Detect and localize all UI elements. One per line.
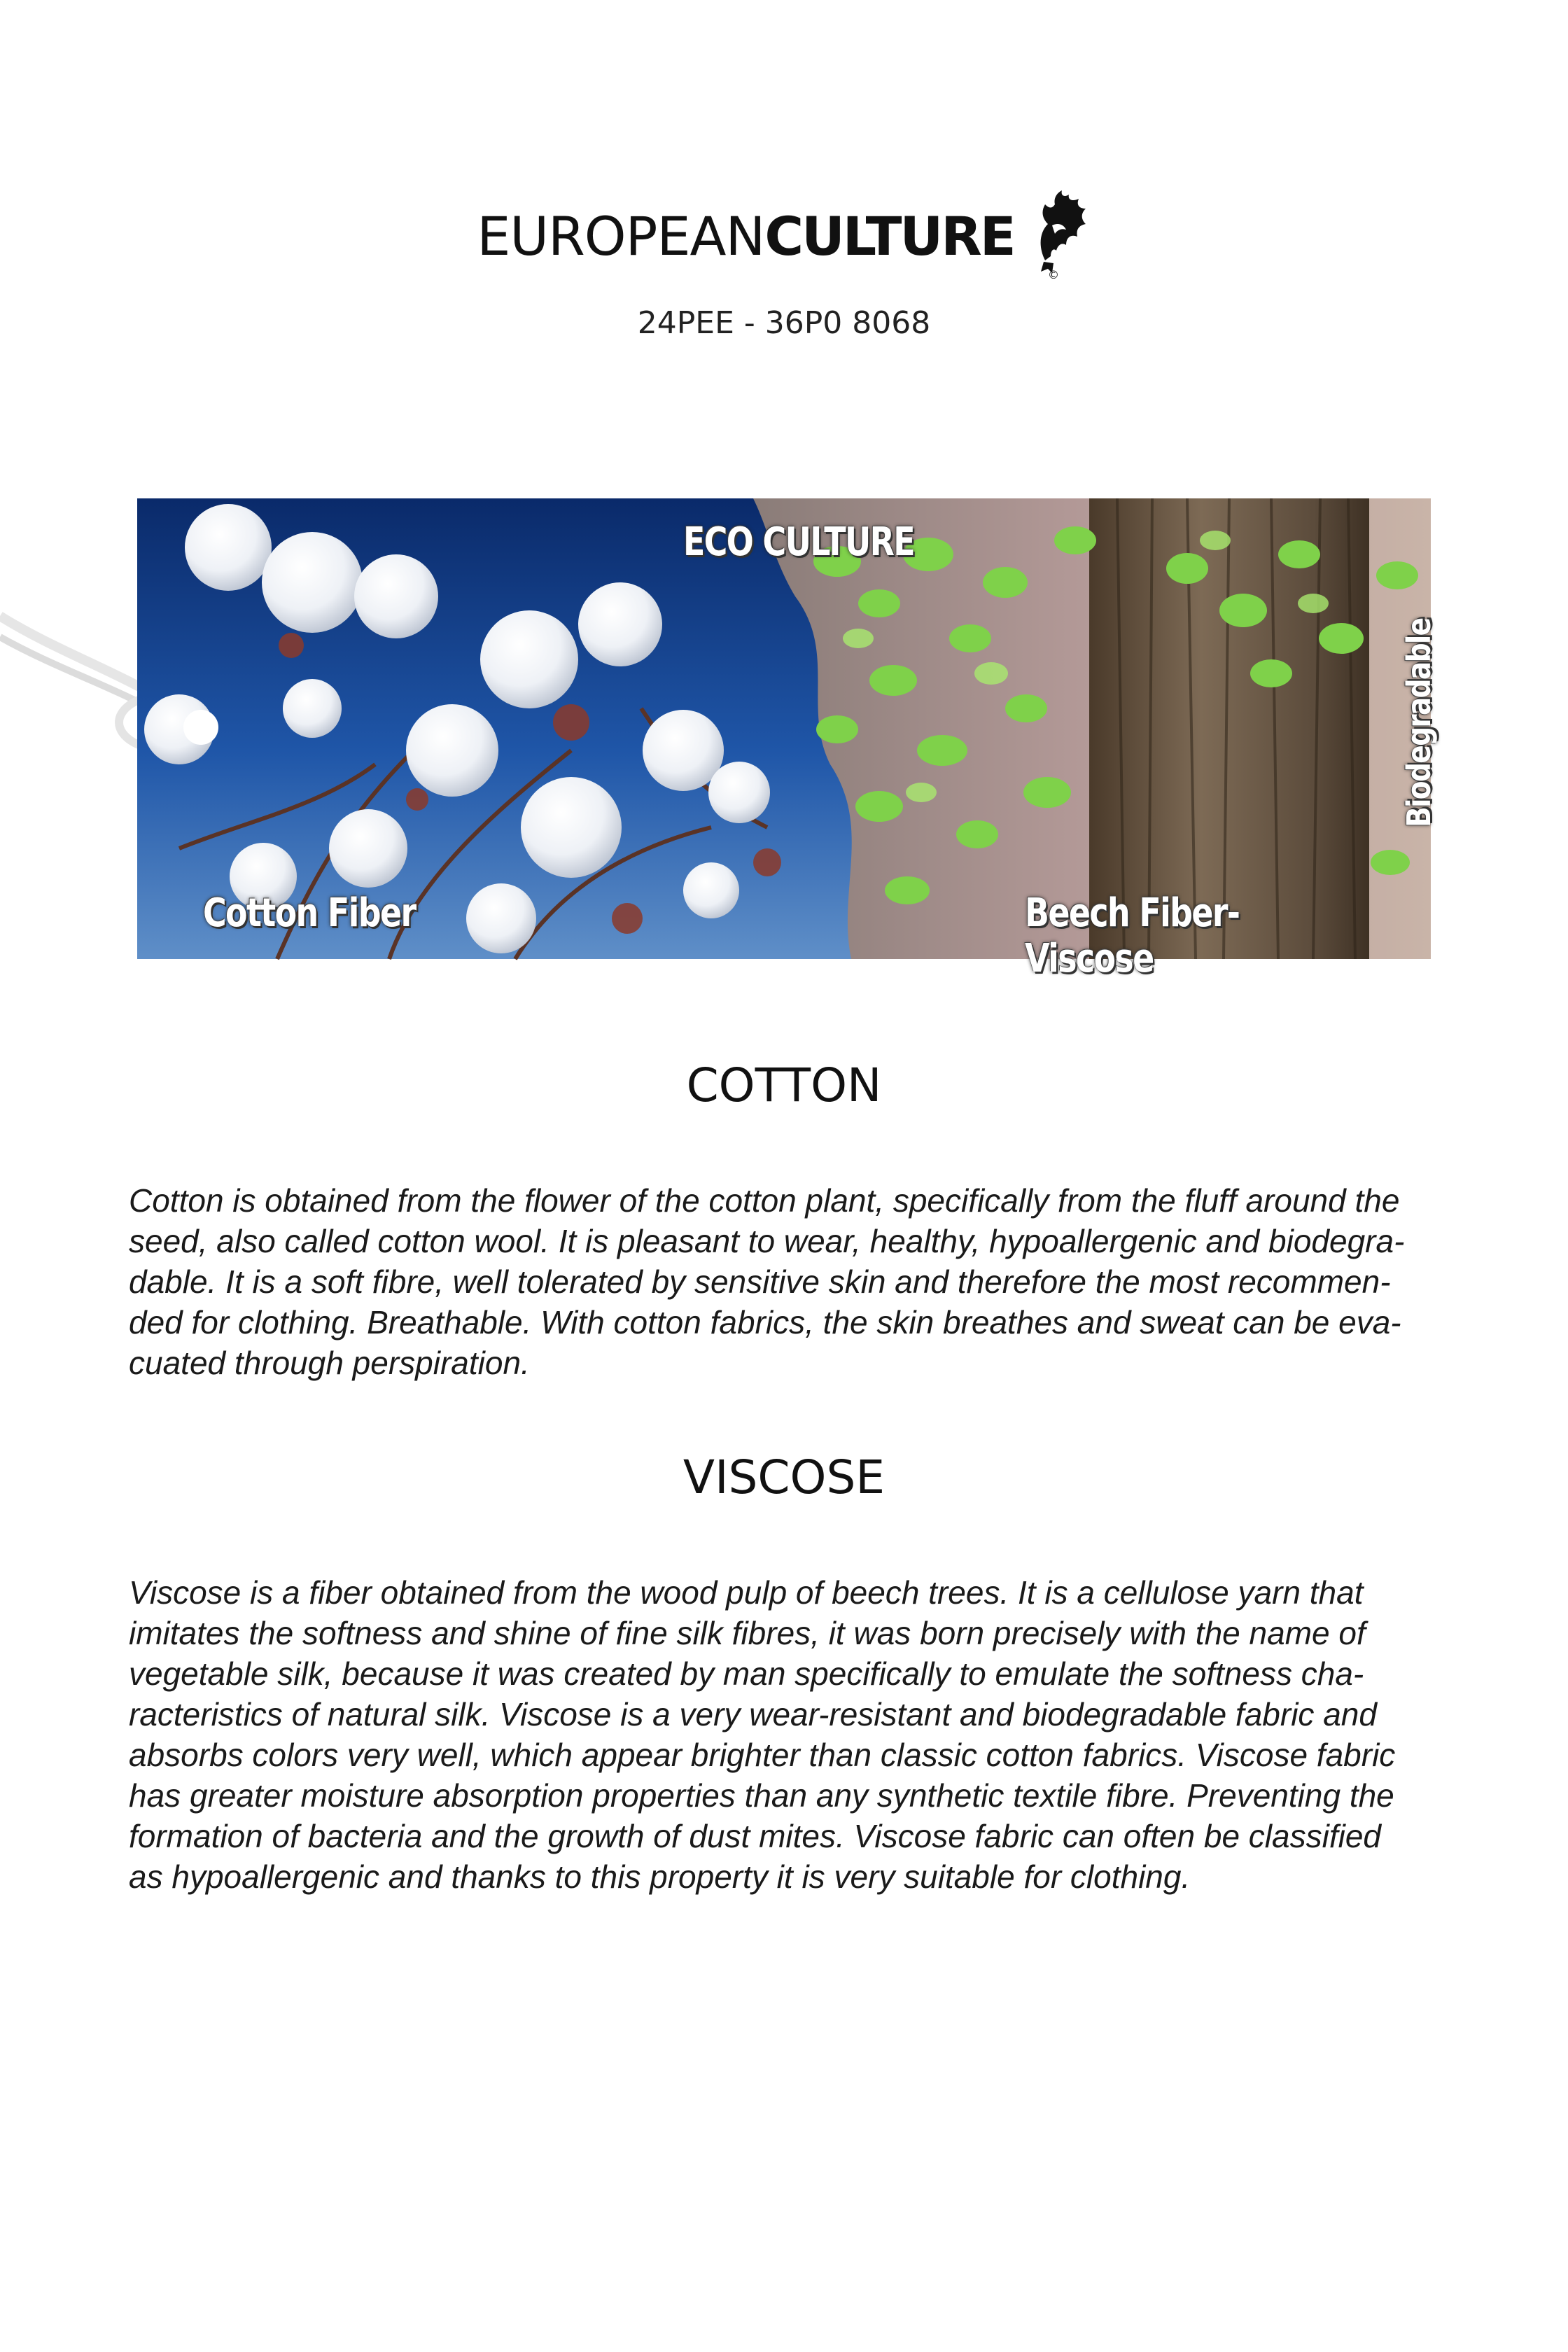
tag-beech-label: Beech Fiber-Viscose: [1025, 890, 1240, 981]
cotton-heading: COTTON: [686, 1058, 882, 1112]
cotton-description: [129, 1180, 1442, 1383]
brand-name-bold: CULTURE: [764, 205, 1014, 267]
griffin-icon: [1024, 183, 1091, 281]
cotton-line: Cotton is obtained from the flower of the cotton plant, specifically from the fluff around the: [129, 1182, 1400, 1219]
tag-cotton-label: Cotton Fiber: [203, 890, 416, 936]
brand-name-light: EUROPEAN: [477, 205, 765, 267]
brand-wordmark: [477, 205, 1014, 267]
tag-side-label: Biodegradable: [1400, 618, 1438, 827]
brand-header: [0, 183, 1568, 288]
product-code: 24PEE - 36P0 8068: [637, 305, 931, 341]
cotton-line: dable. It is a soft fibre, well tolerated by sensitive skin and therefore the most recommen-: [129, 1264, 1391, 1300]
viscose-line: has greater moisture absorption properties than any synthetic textile fibre. Preventing the: [129, 1777, 1394, 1814]
viscose-line: racteristics of natural silk. Viscose is a very wear-resistant and biodegradable fabric and: [129, 1696, 1377, 1732]
cotton-line: seed, also called cotton wool. It is pleasant to wear, healthy, hypoallergenic and biodegra-: [129, 1223, 1405, 1259]
cotton-line: ded for clothing. Breathable. With cotton fabrics, the skin breathes and sweat can be eva-: [129, 1304, 1401, 1340]
viscose-line: Viscose is a fiber obtained from the wood pulp of beech trees. It is a cellulose yarn that: [129, 1574, 1364, 1611]
viscose-line: imitates the softness and shine of fine silk fibres, it was born precisely with the name of: [129, 1615, 1366, 1651]
viscose-line: as hypoallergenic and thanks to this property it is very suitable for clothing.: [129, 1858, 1191, 1895]
viscose-line: formation of bacteria and the growth of dust mites. Viscose fabric can often be classified: [129, 1818, 1381, 1854]
viscose-heading: VISCOSE: [682, 1450, 886, 1504]
copyright-mark: ©: [1047, 268, 1059, 281]
tag-hole: [183, 710, 218, 745]
viscose-line: absorbs colors very well, which appear brighter than classic cotton fabrics. Viscose fabric: [129, 1737, 1396, 1773]
viscose-line: vegetable silk, because it was created by man specifically to emulate the softness cha-: [129, 1656, 1364, 1692]
eco-hang-tag: [137, 498, 1438, 981]
viscose-description: [129, 1572, 1442, 1897]
cotton-line: cuated through perspiration.: [129, 1345, 530, 1381]
tag-top-label: ECO CULTURE: [683, 519, 915, 565]
